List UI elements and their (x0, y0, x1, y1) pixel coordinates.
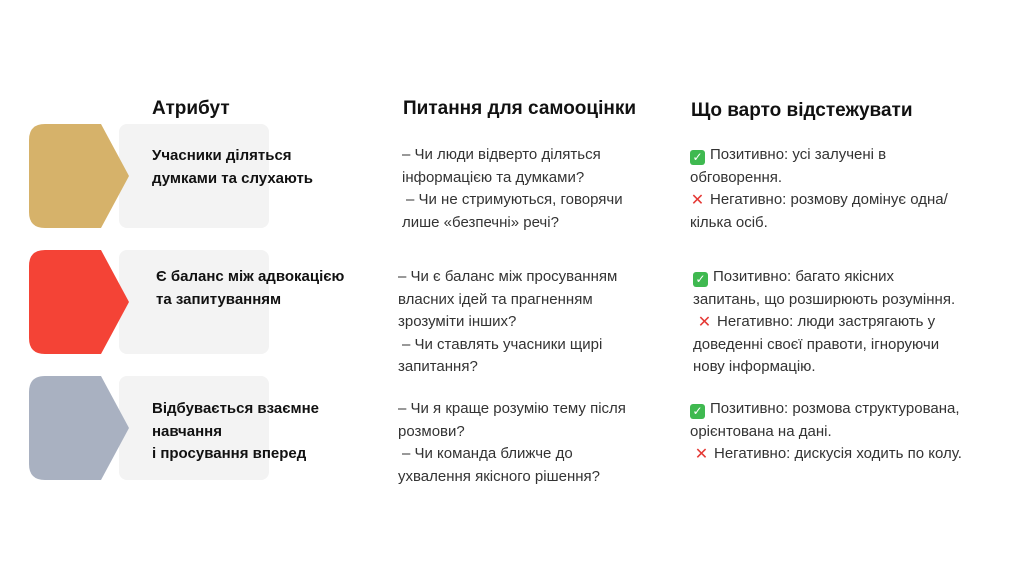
row1-positive-line (690, 144, 1020, 167)
row2-question-line: – Чи є баланс між просуванням (398, 268, 618, 285)
row2-negative-text: Негативно: люди застрягають у (717, 313, 936, 330)
row3-positive-line (690, 398, 1020, 421)
row2-attribute (156, 266, 344, 311)
row2-question-line: власних ідей та прагненням (398, 290, 593, 308)
row3-tracking (690, 398, 1020, 466)
row1-attribute (152, 145, 313, 190)
row3-question-line: розмови? (398, 422, 465, 440)
row2-negative-line (693, 311, 1023, 334)
row1-negative-line: кілька осіб. (690, 213, 768, 231)
row2-positive-line (693, 266, 1023, 289)
header-self-assessment-questions: Питання для самооцінки (403, 98, 637, 119)
row3-negative-text: Негативно: дискусія ходить по колу. (714, 445, 962, 462)
row1-pentagon (29, 124, 129, 228)
row2-tracking (693, 266, 1023, 379)
row1-questions (402, 144, 682, 234)
check-icon: ✓ (690, 404, 705, 419)
row1-question-line: – Чи люди відверто діляться (402, 146, 601, 163)
row3-attribute (152, 398, 319, 466)
row3-question-line: ухвалення якісного рішення? (398, 467, 600, 485)
cross-icon: ✕ (697, 314, 712, 331)
row3-question-line: – Чи команда ближче до (402, 445, 573, 462)
row2-negative-line: нову інформацію. (693, 358, 816, 375)
row3-positive-text: Позитивно: розмова структурована, (710, 400, 960, 417)
row1-tracking (690, 144, 1020, 234)
row1-positive-text: Позитивно: усі залучені в (710, 146, 887, 163)
cross-icon: ✕ (690, 192, 705, 209)
row2-attribute-line: та запитуванням (156, 290, 282, 308)
row1-question-line: лише «безпечні» речі? (402, 213, 559, 231)
row2-positive-text: Позитивно: багато якісних (713, 268, 895, 285)
row2-negative-line: доведенні своєї правоти, ігноруючи (693, 335, 940, 353)
row2-pentagon (29, 250, 129, 354)
check-icon: ✓ (690, 150, 705, 165)
check-icon: ✓ (693, 272, 708, 287)
row3-questions (398, 398, 678, 488)
row2-question-line: – Чи ставлять учасники щирі (402, 335, 603, 353)
row1-attribute-line: думками та слухають (152, 169, 314, 187)
row2-attribute-line: Є баланс між адвокацією (156, 268, 345, 285)
row2-positive-line: запитань, що розширюють розуміння. (693, 290, 956, 308)
row3-attribute-line: навчання (152, 422, 222, 440)
row1-negative-line (690, 189, 1020, 212)
row3-pentagon (29, 376, 129, 480)
row3-question-line: – Чи я краще розумію тему після (398, 400, 626, 417)
row2-questions (398, 266, 678, 379)
row1-negative-text: Негативно: розмову домінує одна/ (710, 191, 948, 208)
row2-question-line: запитання? (398, 358, 478, 375)
cross-icon: ✕ (694, 446, 709, 463)
row3-positive-line: орієнтована на дані. (690, 422, 832, 440)
row1-question-line: – Чи не стримуються, говорячи (406, 191, 623, 208)
header-what-to-track: Що варто відстежувати (691, 100, 913, 121)
row1-attribute-line: Учасники діляться (152, 147, 292, 164)
header-attribute: Атрибут (152, 98, 230, 119)
row3-attribute-line: Відбувається взаємне (152, 400, 320, 417)
row1-positive-line: обговорення. (690, 168, 783, 186)
row1-question-line: інформацією та думками? (402, 168, 585, 186)
row3-attribute-line: і просування вперед (152, 445, 307, 462)
row3-negative-line (690, 443, 1020, 466)
row2-question-line: зрозуміти інших? (398, 313, 517, 330)
